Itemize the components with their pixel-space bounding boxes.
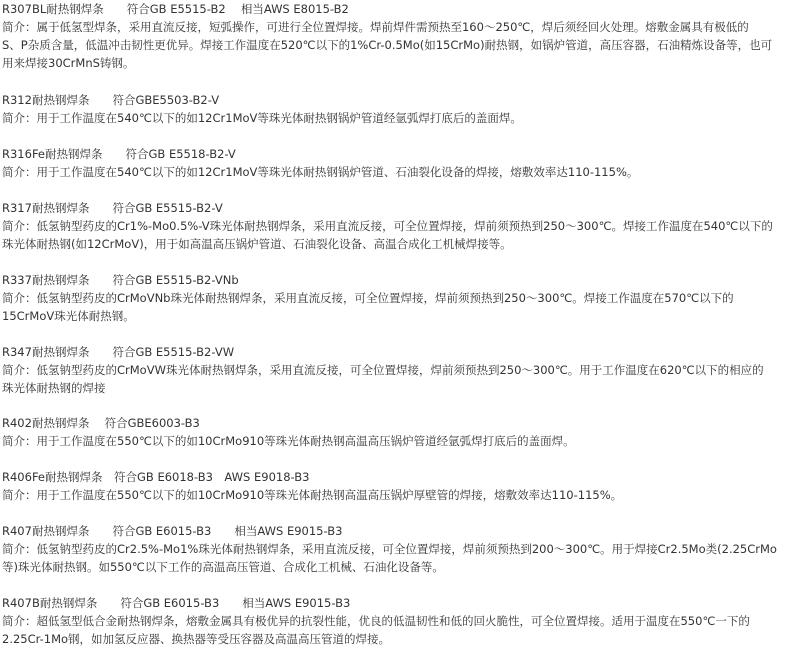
entry-r347 (2, 343, 790, 397)
entry-title: R307BL耐热钢焊条 符合GB E5515-B2 相当AWS E8015-B2 (2, 2, 349, 16)
entry-description-line: 简介：低氢钠型药皮的CrMoVNb珠光体耐热钢焊条，采用直流反接，可全位置焊接，焊前须预热到250～300℃。焊接工作温度在570℃以下的 (2, 291, 734, 305)
entry-title: R402耐热钢焊条 符合GBE6003-B3 (2, 416, 200, 430)
entry-title: R337耐热钢焊条 符合GB E5515-B2-VNb (2, 273, 239, 287)
entry-description-line: 2.25Cr-1Mo钢，如加氢反应器、换热器等受压容器及高温高压管道的焊接。 (2, 632, 391, 646)
entry-description-line: S、P杂质含量，低温冲击韧性更优异。焊接工作温度在520℃以下的1%Cr-0.5Mo(如15CrMo)耐热钢，如锅炉管道，高压容器，石油精炼设备等，也可 (2, 38, 773, 52)
entry-description-line: 简介：用于工作温度在540℃以下的如12Cr1MoV等珠光体耐热钢锅炉管道、石油裂化设备的焊接，熔敷效率达110-115%。 (2, 165, 639, 179)
entry-title: R407B耐热钢焊条 符合GB E6015-B3 相当AWS E9015-B3 (2, 596, 351, 610)
entry-description-line: 等)珠光体耐热钢。如550℃以下工作的高温高压管道、合成化工机械、石油化设备等。 (2, 560, 444, 574)
entry-r407b (2, 594, 790, 648)
entry-description-line: 珠光体耐热钢的焊接 (2, 381, 106, 395)
entry-r337 (2, 271, 790, 325)
entry-title: R347耐热钢焊条 符合GB E5515-B2-VW (2, 345, 235, 359)
entry-r316fe (2, 145, 790, 181)
entry-description-line: 简介：属于低氢型焊条，采用直流反接，短弧操作，可进行全位置焊接。焊前焊件需预热至160～250℃，焊后须经回火处理。熔敷金属具有极低的 (2, 20, 749, 34)
entry-r317 (2, 199, 790, 253)
entry-r407 (2, 522, 790, 576)
entry-title: R407耐热钢焊条 符合GB E6015-B3 相当AWS E9015-B3 (2, 524, 343, 538)
entry-description-line: 简介：低氢钠型药皮的Cr1%-Mo0.5%-V珠光体耐热钢焊条，采用直流反接，可全位置焊接，焊前须预热到250～300℃。焊接工作温度在540℃以下的 (2, 219, 773, 233)
entry-description-line: 简介：用于工作温度在550℃以下的如10CrMo910等珠光体耐热钢高温高压锅炉管道经氩弧焊打底后的盖面焊。 (2, 434, 575, 448)
entry-r307bl (2, 0, 790, 72)
entry-r312 (2, 91, 790, 127)
entry-description-line: 珠光体耐热钢(如12CrMoV)，用于如高温高压锅炉管道、石油裂化设备、高温合成化工机械焊接等。 (2, 237, 512, 251)
entry-title: R406Fe耐热钢焊条 符合GB E6018-B3 AWS E9018-B3 (2, 470, 310, 484)
entry-description-line: 15CrMoV珠光体耐热钢。 (2, 309, 135, 323)
entry-title: R317耐热钢焊条 符合GB E5515-B2-V (2, 201, 223, 215)
entry-r402 (2, 414, 790, 450)
entry-description-line: 简介：用于工作温度在550℃以下的如10CrMo910等珠光体耐热钢高温高压锅炉厚壁管的焊接，熔敷效率达110-115%。 (2, 488, 623, 502)
entry-r406fe (2, 468, 790, 504)
entry-description-line: 用来焊接30CrMnS铸钢。 (2, 56, 135, 70)
entry-description-line: 简介：低氢钠型药皮的Cr2.5%-Mo1%珠光体耐热钢焊条，采用直流反接，可全位置焊接，焊前须预热到200～300℃。用于焊接Cr2.5Mo类(2.25CrMo (2, 542, 777, 556)
entry-description-line: 简介：用于工作温度在540℃以下的如12Cr1MoV等珠光体耐热钢锅炉管道经氩弧焊打底后的盖面焊。 (2, 111, 522, 125)
entry-description-line: 简介：低氢钠型药皮的CrMoVW珠光体耐热钢焊条，采用直流反接，可全位置焊接，焊前须预热到250～300℃。用于工作温度在620℃以下的相应的 (2, 363, 764, 377)
entry-title: R316Fe耐热钢焊条 符合GB E5518-B2-V (2, 147, 236, 161)
entry-title: R312耐热钢焊条 符合GBE5503-B2-V (2, 93, 220, 107)
entry-description-line: 简介：超低氢型低合金耐热钢焊条，熔敷金属具有极优异的抗裂性能，优良的低温韧性和低的回火脆性，可全位置焊接。适用于温度在550℃一下的 (2, 614, 750, 628)
